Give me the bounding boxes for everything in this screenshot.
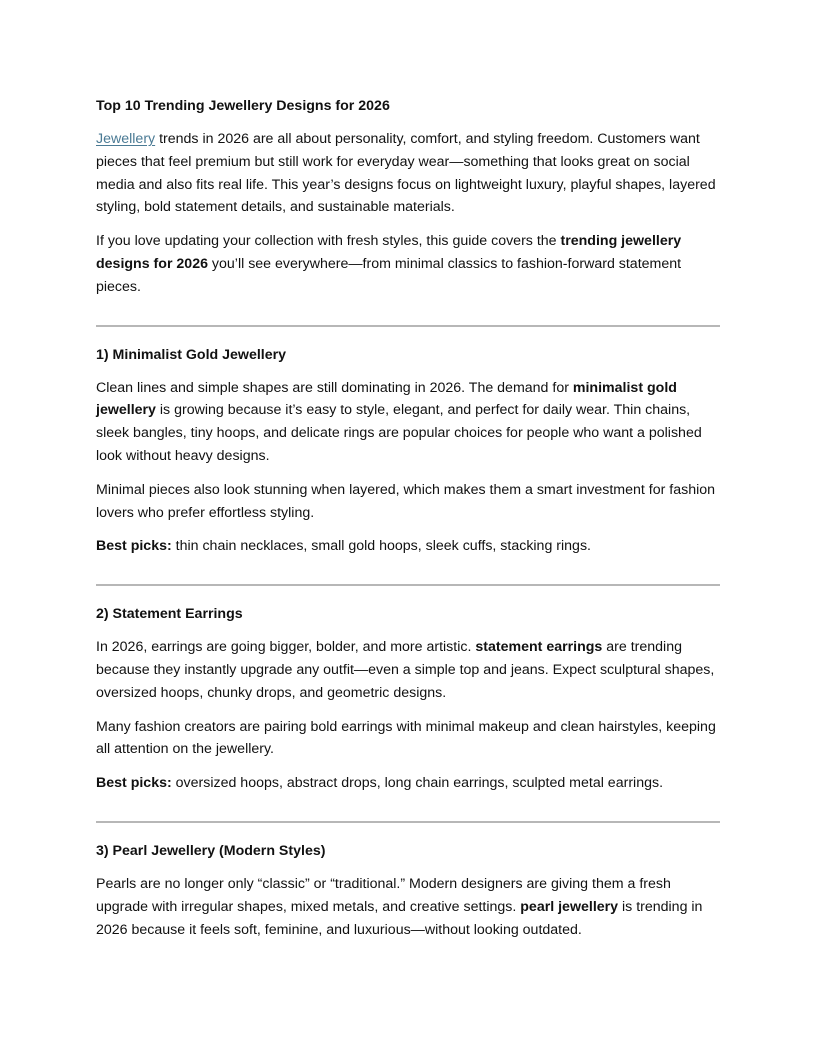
section-divider xyxy=(96,584,720,586)
section-1-paragraph-2: Minimal pieces also look stunning when layered, which makes them a smart investment for fashion lovers who prefer effortless styling. xyxy=(96,481,716,521)
document-title: Top 10 Trending Jewellery Designs for 2026 xyxy=(96,98,390,114)
section-3-p1-bold: pearl jewellery xyxy=(520,898,619,915)
section-2-p1-before: In 2026, earrings are going bigger, bolder, and more artistic. xyxy=(96,639,476,656)
intro-paragraph-1 xyxy=(96,128,720,219)
section-3-paragraph-1 xyxy=(96,873,720,941)
section-1-p1-bold: minimalist gold jewellery xyxy=(96,379,677,419)
jewellery-link[interactable]: Jewellery xyxy=(96,131,156,147)
best-picks-label: Best picks: xyxy=(96,538,172,555)
intro-paragraph-2 xyxy=(96,230,720,298)
intro-paragraph-2-before: If you love updating your collection with fresh styles, this guide covers the xyxy=(96,233,561,250)
section-2-paragraph-2: Many fashion creators are pairing bold earrings with minimal makeup and clean hairstyles, keeping all attention on the jewellery. xyxy=(96,718,716,758)
section-heading: 1) Minimalist Gold Jewellery xyxy=(96,346,287,363)
section-1-p1-before: Clean lines and simple shapes are still dominating in 2026. The demand for xyxy=(96,379,573,396)
section-heading: 3) Pearl Jewellery (Modern Styles) xyxy=(96,842,326,859)
section-1-best-picks xyxy=(96,535,720,558)
section-heading: 2) Statement Earrings xyxy=(96,606,243,623)
intro-paragraph-2-after: you’ll see everywhere—from minimal classics to fashion-forward statement pieces. xyxy=(96,255,682,295)
section-2-paragraph-1 xyxy=(96,636,720,704)
section-1-p1-after: is growing because it’s easy to style, elegant, and perfect for daily wear. Thin chains, sleek bangles, tiny hoops, and delicate rings are popular choices for people who want a polished look without heavy designs. xyxy=(96,402,702,464)
best-picks-label: Best picks: xyxy=(96,775,172,792)
section-divider xyxy=(96,325,720,327)
best-picks-text: oversized hoops, abstract drops, long chain earrings, sculpted metal earrings. xyxy=(171,775,664,792)
best-picks-text: thin chain necklaces, small gold hoops, sleek cuffs, stacking rings. xyxy=(171,538,591,555)
section-divider xyxy=(96,821,720,823)
section-2-p1-after: are trending because they instantly upgrade any outfit—even a simple top and jeans. Expect sculptural shapes, oversized hoops, chunky drops, and geometric designs. xyxy=(96,639,715,701)
intro-paragraph-2-bold: trending jewellery designs for 2026 xyxy=(96,233,682,272)
section-3-p1-after: is trending in 2026 because it feels soft, feminine, and luxurious—without looking outdated. xyxy=(96,898,703,938)
section-2-best-picks xyxy=(96,772,720,795)
section-2-p1-bold: statement earrings xyxy=(475,639,603,656)
document-page xyxy=(96,96,720,952)
section-3-p1-before: Pearls are no longer only “classic” or “traditional.” Modern designers are giving them a fresh upgrade with irregular shapes, mixed metals, and creative settings. xyxy=(96,875,671,915)
section-1-paragraph-1 xyxy=(96,377,720,468)
intro-paragraph-1-text: trends in 2026 are all about personality, comfort, and styling freedom. Customers want pieces that feel premium but still work for everyday wear—something that looks great on social media and also fits real life. This year’s designs focus on lightweight luxury, playful shapes, layered styling, bold statement details, and sustainable materials. xyxy=(96,131,716,216)
